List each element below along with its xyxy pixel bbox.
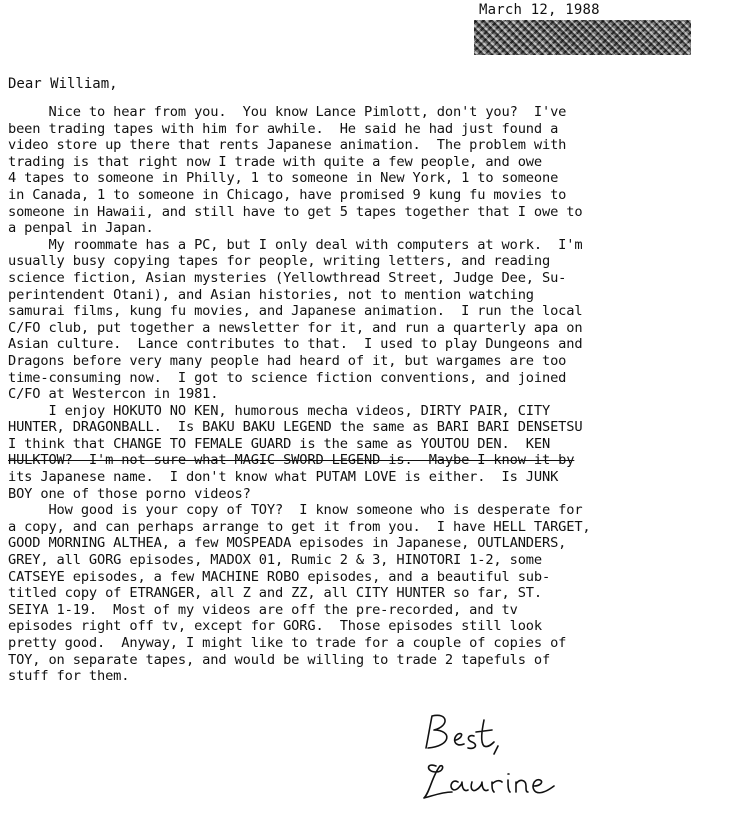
body-line: been trading tapes with him for awhile. He said he had just found a bbox=[8, 120, 559, 137]
body-line-struck: HULKTOW? I'm not sure what MAGIC SWORD LEGEND is. Maybe I know it by bbox=[8, 452, 575, 469]
body-line: 4 tapes to someone in Philly, 1 to someone in New York, 1 to someone bbox=[8, 170, 559, 187]
handwritten-signature-laurine bbox=[424, 765, 554, 798]
salutation: Dear William, bbox=[8, 76, 118, 92]
body-line: a copy, and can perhaps arrange to get it from you. I have HELL TARGET, bbox=[8, 518, 591, 535]
body-line: CATSEYE episodes, a few MACHINE ROBO episodes, and a beautiful sub- bbox=[8, 568, 551, 585]
body-line: pretty good. Anyway, I might like to trade for a couple of copies of bbox=[8, 635, 567, 651]
body-line: trading is that right now I trade with quite a few people, and owe bbox=[8, 153, 542, 170]
body-line: titled copy of ETRANGER, all Z and ZZ, all CITY HUNTER so far, ST. bbox=[8, 585, 542, 602]
body-line: stuff for them. bbox=[8, 668, 130, 685]
body-line: perintendent Otani), and Asian histories, not to mention watching bbox=[8, 286, 534, 303]
body-line: samurai films, kung fu movies, and Japanese animation. I run the local bbox=[8, 303, 583, 320]
handwritten-signature-drawing bbox=[422, 712, 582, 812]
handwritten-closing-best bbox=[426, 715, 498, 754]
letter-date: March 12, 1988 bbox=[479, 2, 600, 18]
handwritten-signoff bbox=[422, 712, 582, 812]
body-line: science fiction, Asian mysteries (Yellowthread Street, Judge Dee, Su- bbox=[8, 269, 567, 286]
body-line: time-consuming now. I got to science fiction conventions, and joined bbox=[8, 369, 567, 386]
letter-body bbox=[8, 104, 738, 685]
body-line: How good is your copy of TOY? I know someone who is desperate for bbox=[8, 502, 583, 519]
body-line: usually busy copying tapes for people, writing letters, and reading bbox=[8, 253, 551, 270]
body-line: its Japanese name. I don't know what PUTAM LOVE is either. Is JUNK bbox=[8, 469, 559, 486]
body-line: someone in Hawaii, and still have to get 5 tapes together that I owe to bbox=[8, 203, 583, 220]
body-line: a penpal in Japan. bbox=[8, 220, 154, 237]
body-line: GREY, all GORG episodes, MADOX 01, Rumic 2 & 3, HINOTORI 1-2, some bbox=[8, 552, 542, 569]
body-line: BOY one of those porno videos? bbox=[8, 485, 251, 502]
body-line: C/FO at Westercon in 1981. bbox=[8, 386, 219, 403]
body-line: video store up there that rents Japanese animation. The problem with bbox=[8, 137, 567, 154]
body-line: I enjoy HOKUTO NO KEN, humorous mecha videos, DIRTY PAIR, CITY bbox=[8, 402, 551, 419]
body-line: C/FO club, put together a newsletter for it, and run a quarterly apa on bbox=[8, 319, 583, 336]
body-line: Nice to hear from you. You know Lance Pimlott, don't you? I've bbox=[8, 104, 567, 120]
body-line: TOY, on separate tapes, and would be willing to trade 2 tapefuls of bbox=[8, 651, 551, 668]
body-line: SEIYA 1-19. Most of my videos are off the pre-recorded, and tv bbox=[8, 601, 518, 618]
body-line: Asian culture. Lance contributes to that. I used to play Dungeons and bbox=[8, 336, 583, 353]
body-line: in Canada, 1 to someone in Chicago, have promised 9 kung fu movies to bbox=[8, 186, 567, 203]
body-line: My roommate has a PC, but I only deal with computers at work. I'm bbox=[8, 236, 583, 253]
body-line: GOOD MORNING ALTHEA, a few MOSPEADA episodes in Japanese, OUTLANDERS, bbox=[8, 535, 567, 552]
body-line: episodes right off tv, except for GORG. Those episodes still look bbox=[8, 618, 542, 635]
redacted-address-block bbox=[474, 20, 691, 55]
body-line: HUNTER, DRAGONBALL. Is BAKU BAKU LEGEND the same as BARI BARI DENSETSU bbox=[8, 419, 583, 436]
body-line: I think that CHANGE TO FEMALE GUARD is the same as YOUTOU DEN. KEN bbox=[8, 435, 551, 452]
body-line: Dragons before very many people had heard of it, but wargames are too bbox=[8, 352, 567, 369]
